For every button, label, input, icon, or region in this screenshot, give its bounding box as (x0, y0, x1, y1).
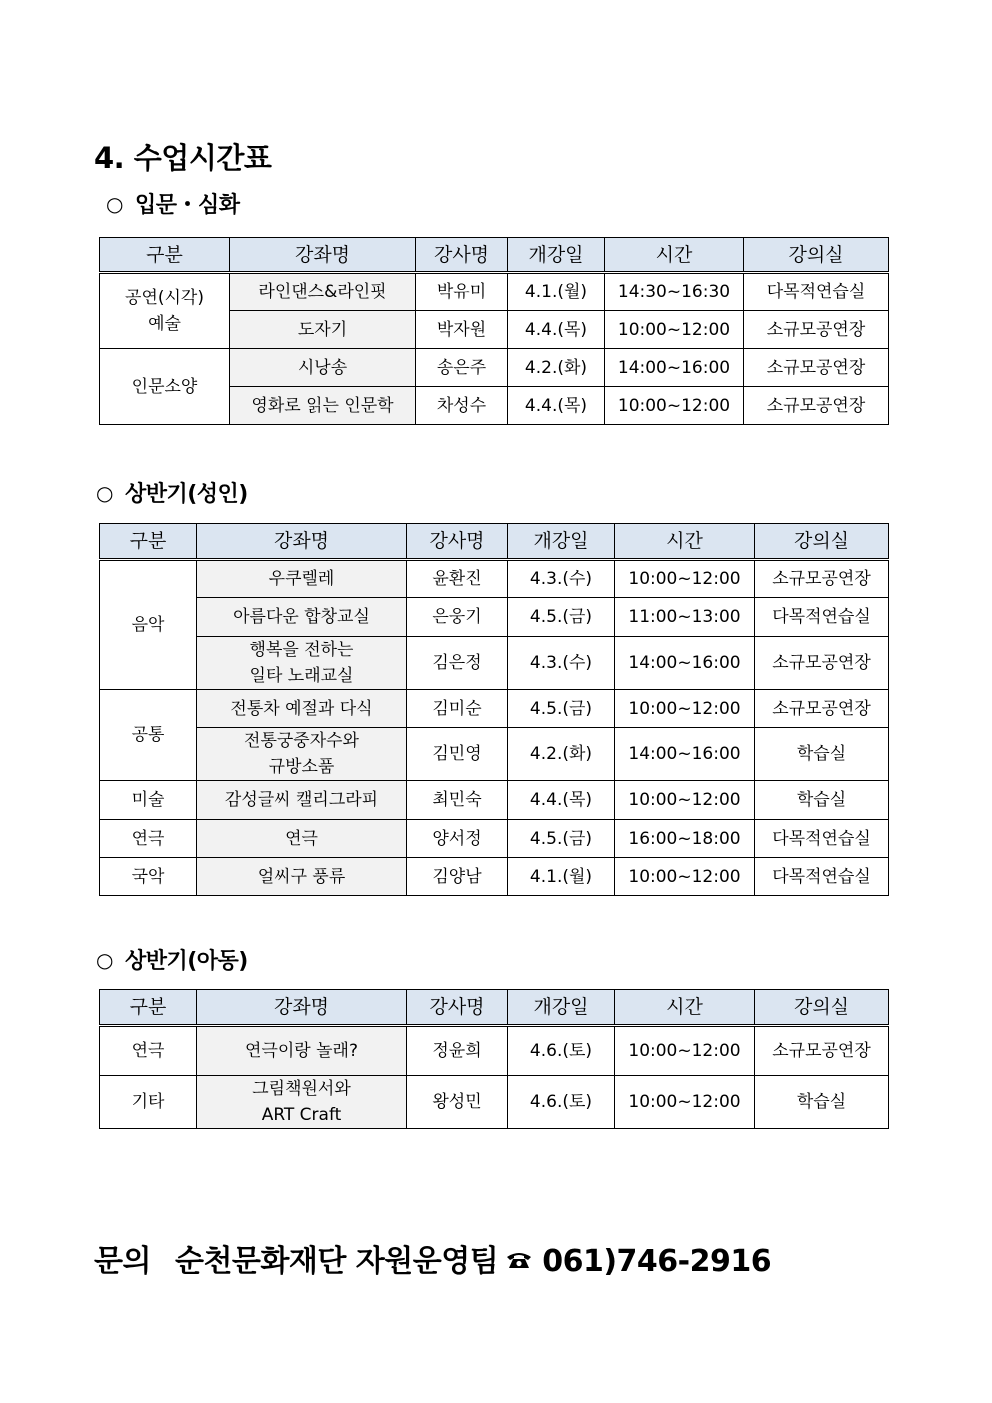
table-header-row (100, 524, 889, 560)
date-cell: 4.4.(목) (508, 311, 605, 349)
contact-org: 순천문화재단 자원운영팀 (174, 1244, 499, 1279)
section-heading-text: 입문・심화 (134, 193, 240, 218)
course-cell: 연극이랑 놀래? (197, 1026, 407, 1076)
circle-bullet-icon: ○ (96, 947, 113, 972)
course-cell: 전통차 예절과 다식 (197, 690, 407, 728)
date-cell: 4.4.(목) (508, 781, 615, 820)
table-row (100, 598, 889, 637)
time-cell: 10:00~12:00 (615, 858, 755, 896)
time-cell: 14:30~16:30 (605, 273, 744, 311)
course-cell: 감성글씨 캘리그라피 (197, 781, 407, 820)
contact-label: 문의 (94, 1244, 151, 1279)
course-cell: 도자기 (230, 311, 416, 349)
category-cell (100, 273, 230, 349)
time-cell: 10:00~12:00 (615, 1076, 755, 1129)
circle-bullet-icon: ○ (96, 480, 113, 505)
time-cell: 10:00~12:00 (615, 560, 755, 598)
contact-phone: 061)746-2916 (542, 1244, 772, 1279)
date-cell: 4.4.(목) (508, 387, 605, 425)
room-cell: 소규모공연장 (744, 387, 889, 425)
room-cell: 소규모공연장 (744, 349, 889, 387)
course-cell: 아름다운 합창교실 (197, 598, 407, 637)
cell-line: 일타 노래교실 (249, 666, 354, 686)
course-cell: 영화로 읽는 인문학 (230, 387, 416, 425)
circle-bullet-icon: ○ (106, 191, 123, 216)
table-row (100, 1026, 889, 1076)
instructor-cell: 양서정 (407, 820, 508, 858)
column-header: 강의실 (755, 990, 889, 1026)
room-cell: 소규모공연장 (755, 1026, 889, 1076)
contact-footer (94, 1236, 771, 1282)
date-cell: 4.3.(수) (508, 637, 615, 690)
cell-line: 예술 (148, 314, 181, 334)
cell-line: 규방소품 (268, 757, 335, 777)
category-cell: 연극 (100, 820, 197, 858)
room-cell: 다목적연습실 (755, 820, 889, 858)
course-cell: 얼씨구 풍류 (197, 858, 407, 896)
column-header: 강사명 (416, 238, 508, 273)
date-cell: 4.5.(금) (508, 690, 615, 728)
course-cell: 우쿠렐레 (197, 560, 407, 598)
instructor-cell: 김은정 (407, 637, 508, 690)
column-header: 강사명 (407, 990, 508, 1026)
page-title: 4. 수업시간표 (94, 141, 272, 175)
date-cell: 4.3.(수) (508, 560, 615, 598)
cell-line: 행복을 전하는 (249, 640, 354, 660)
cell-line: 그림책원서와 (252, 1079, 351, 1099)
category-cell: 기타 (100, 1076, 197, 1129)
column-header: 개강일 (508, 238, 605, 273)
schedule-table (99, 523, 889, 896)
column-header: 구분 (100, 238, 230, 273)
course-cell: 라인댄스&라인핏 (230, 273, 416, 311)
room-cell: 다목적연습실 (755, 598, 889, 637)
column-header: 구분 (100, 524, 197, 560)
date-cell: 4.2.(화) (508, 349, 605, 387)
table-header-row (100, 990, 889, 1026)
category-cell: 미술 (100, 781, 197, 820)
time-cell: 10:00~12:00 (605, 311, 744, 349)
column-header: 강의실 (744, 238, 889, 273)
section-heading (106, 188, 239, 219)
phone-icon (506, 1243, 532, 1278)
section-heading-text: 상반기(성인) (124, 482, 248, 507)
room-cell: 소규모공연장 (755, 560, 889, 598)
column-header: 시간 (605, 238, 744, 273)
date-cell: 4.5.(금) (508, 820, 615, 858)
instructor-cell: 송은주 (416, 349, 508, 387)
instructor-cell: 정윤희 (407, 1026, 508, 1076)
room-cell: 학습실 (755, 781, 889, 820)
table-row (100, 560, 889, 598)
time-cell: 14:00~16:00 (615, 637, 755, 690)
date-cell: 4.2.(화) (508, 728, 615, 781)
instructor-cell: 왕성민 (407, 1076, 508, 1129)
table-row (100, 728, 889, 781)
course-cell (197, 637, 407, 690)
instructor-cell: 차성수 (416, 387, 508, 425)
category-cell: 음악 (100, 560, 197, 690)
column-header: 강사명 (407, 524, 508, 560)
column-header: 개강일 (508, 524, 615, 560)
room-cell: 소규모공연장 (755, 690, 889, 728)
course-cell: 시낭송 (230, 349, 416, 387)
category-cell: 인문소양 (100, 349, 230, 425)
category-cell: 공통 (100, 690, 197, 781)
date-cell: 4.5.(금) (508, 598, 615, 637)
room-cell: 학습실 (755, 1076, 889, 1129)
instructor-cell: 김양남 (407, 858, 508, 896)
section-heading (96, 944, 248, 975)
column-header: 강좌명 (197, 524, 407, 560)
section-heading (96, 477, 248, 508)
room-cell: 다목적연습실 (744, 273, 889, 311)
table-row (100, 349, 889, 387)
time-cell: 10:00~12:00 (615, 690, 755, 728)
column-header: 시간 (615, 990, 755, 1026)
time-cell: 10:00~12:00 (615, 1026, 755, 1076)
time-cell: 10:00~12:00 (605, 387, 744, 425)
schedule-table (99, 989, 889, 1129)
table-row (100, 858, 889, 896)
date-cell: 4.1.(월) (508, 273, 605, 311)
course-cell: 연극 (197, 820, 407, 858)
column-header: 강좌명 (230, 238, 416, 273)
instructor-cell: 박유미 (416, 273, 508, 311)
instructor-cell: 박자원 (416, 311, 508, 349)
time-cell: 14:00~16:00 (615, 728, 755, 781)
cell-line: 공연(시각) (125, 288, 204, 308)
instructor-cell: 은웅기 (407, 598, 508, 637)
table-header-row (100, 238, 889, 273)
section-heading-text: 상반기(아동) (124, 949, 248, 974)
time-cell: 14:00~16:00 (605, 349, 744, 387)
instructor-cell: 최민숙 (407, 781, 508, 820)
time-cell: 16:00~18:00 (615, 820, 755, 858)
category-cell: 연극 (100, 1026, 197, 1076)
instructor-cell: 김민영 (407, 728, 508, 781)
table-row (100, 1076, 889, 1129)
date-cell: 4.6.(토) (508, 1076, 615, 1129)
column-header: 개강일 (508, 990, 615, 1026)
column-header: 시간 (615, 524, 755, 560)
course-cell (197, 728, 407, 781)
column-header: 강의실 (755, 524, 889, 560)
table-row (100, 273, 889, 311)
schedule-table (99, 237, 889, 425)
instructor-cell: 윤환진 (407, 560, 508, 598)
instructor-cell: 김미순 (407, 690, 508, 728)
date-cell: 4.1.(월) (508, 858, 615, 896)
category-cell: 국악 (100, 858, 197, 896)
table-row (100, 820, 889, 858)
room-cell: 학습실 (755, 728, 889, 781)
date-cell: 4.6.(토) (508, 1026, 615, 1076)
room-cell: 소규모공연장 (755, 637, 889, 690)
column-header: 구분 (100, 990, 197, 1026)
room-cell: 다목적연습실 (755, 858, 889, 896)
course-cell (197, 1076, 407, 1129)
table-row (100, 781, 889, 820)
cell-line: ART Craft (261, 1105, 342, 1125)
room-cell: 소규모공연장 (744, 311, 889, 349)
time-cell: 10:00~12:00 (615, 781, 755, 820)
cell-line: 전통궁중자수와 (244, 731, 359, 751)
table-row (100, 637, 889, 690)
table-row (100, 690, 889, 728)
time-cell: 11:00~13:00 (615, 598, 755, 637)
column-header: 강좌명 (197, 990, 407, 1026)
